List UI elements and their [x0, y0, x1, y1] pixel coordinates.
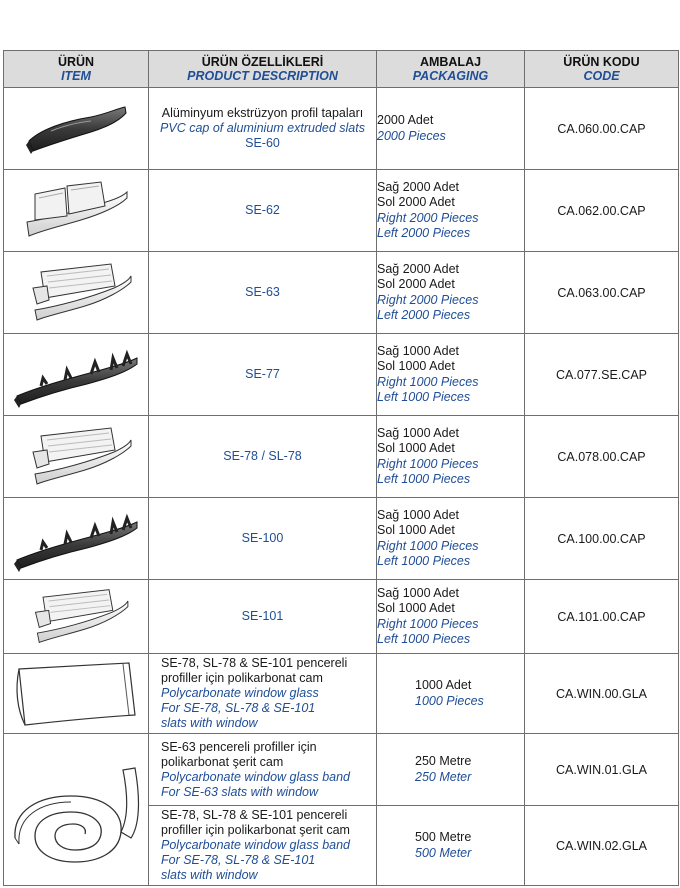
product-image	[4, 334, 149, 416]
product-code: CA.100.00.CAP	[525, 498, 679, 580]
dark-ridged-cap-icon	[11, 504, 141, 574]
white-window-cap-icon	[19, 422, 134, 492]
header-code: ÜRÜN KODU CODE	[525, 51, 679, 88]
product-description: SE-63 pencereli profiller için polikarbonat şerit cam Polycarbonate window glass band For SE-63 slats with window	[149, 734, 377, 806]
packaging: Sağ 2000 Adet Sol 2000 Adet Right 2000 Pieces Left 2000 Pieces	[377, 252, 525, 334]
product-image	[4, 416, 149, 498]
table-row	[4, 654, 679, 734]
product-code: CA.078.00.CAP	[525, 416, 679, 498]
product-description: SE-101	[149, 580, 377, 654]
product-description: SE-63	[149, 252, 377, 334]
table-row	[4, 416, 679, 498]
product-code: CA.WIN.02.GLA	[525, 806, 679, 886]
packaging: Sağ 2000 Adet Sol 2000 Adet Right 2000 Pieces Left 2000 Pieces	[377, 170, 525, 252]
white-window-cap-icon	[19, 258, 134, 328]
product-image	[4, 498, 149, 580]
packaging: 1000 Adet 1000 Pieces	[377, 654, 525, 734]
packaging: 500 Metre 500 Meter	[377, 806, 525, 886]
packaging: Sağ 1000 Adet Sol 1000 Adet Right 1000 Pieces Left 1000 Pieces	[377, 334, 525, 416]
dark-ridged-cap-icon	[11, 340, 141, 410]
product-table	[3, 50, 679, 886]
packaging: Sağ 1000 Adet Sol 1000 Adet Right 1000 Pieces Left 1000 Pieces	[377, 580, 525, 654]
product-image	[4, 734, 149, 886]
packaging: Sağ 1000 Adet Sol 1000 Adet Right 1000 Pieces Left 1000 Pieces	[377, 416, 525, 498]
product-image	[4, 88, 149, 170]
product-image	[4, 580, 149, 654]
glass-band-roll-icon	[9, 740, 144, 880]
header-packaging: AMBALAJ PACKAGING	[377, 51, 525, 88]
product-description: SE-100	[149, 498, 377, 580]
polycarbonate-glass-icon	[11, 659, 141, 729]
product-code: CA.060.00.CAP	[525, 88, 679, 170]
product-description: SE-77	[149, 334, 377, 416]
product-code: CA.077.SE.CAP	[525, 334, 679, 416]
packaging: 2000 Adet 2000 Pieces	[377, 88, 525, 170]
table-row	[4, 734, 679, 806]
packaging: Sağ 1000 Adet Sol 1000 Adet Right 1000 Pieces Left 1000 Pieces	[377, 498, 525, 580]
header-description: ÜRÜN ÖZELLİKLERİ PRODUCT DESCRIPTION	[149, 51, 377, 88]
table-row	[4, 170, 679, 252]
product-code: CA.WIN.00.GLA	[525, 654, 679, 734]
table-row	[4, 334, 679, 416]
table-row	[4, 580, 679, 654]
white-window-cap-icon	[19, 584, 134, 650]
white-double-cap-icon	[21, 176, 131, 246]
product-code: CA.062.00.CAP	[525, 170, 679, 252]
table-row	[4, 252, 679, 334]
table-row	[4, 88, 679, 170]
dark-flat-cap-icon	[21, 99, 131, 159]
table-header-row	[4, 51, 679, 88]
product-image	[4, 654, 149, 734]
product-code: CA.101.00.CAP	[525, 580, 679, 654]
product-image	[4, 252, 149, 334]
product-description: SE-62	[149, 170, 377, 252]
product-description: SE-78 / SL-78	[149, 416, 377, 498]
product-code: CA.063.00.CAP	[525, 252, 679, 334]
product-description: SE-78, SL-78 & SE-101 pencereli profiller için polikarbonat cam Polycarbonate window glass For SE-78, SL-78 & SE-101 slats with window	[149, 654, 377, 734]
header-item: ÜRÜN ITEM	[4, 51, 149, 88]
table-row	[4, 498, 679, 580]
product-code: CA.WIN.01.GLA	[525, 734, 679, 806]
product-image	[4, 170, 149, 252]
packaging: 250 Metre 250 Meter	[377, 734, 525, 806]
product-description: Alüminyum ekstrüzyon profil tapaları PVC cap of aluminium extruded slats SE-60	[149, 88, 377, 170]
product-description: SE-78, SL-78 & SE-101 pencereli profiller için polikarbonat şerit cam Polycarbonate window glass band For SE-78, SL-78 & SE-101 slats with window	[149, 806, 377, 886]
